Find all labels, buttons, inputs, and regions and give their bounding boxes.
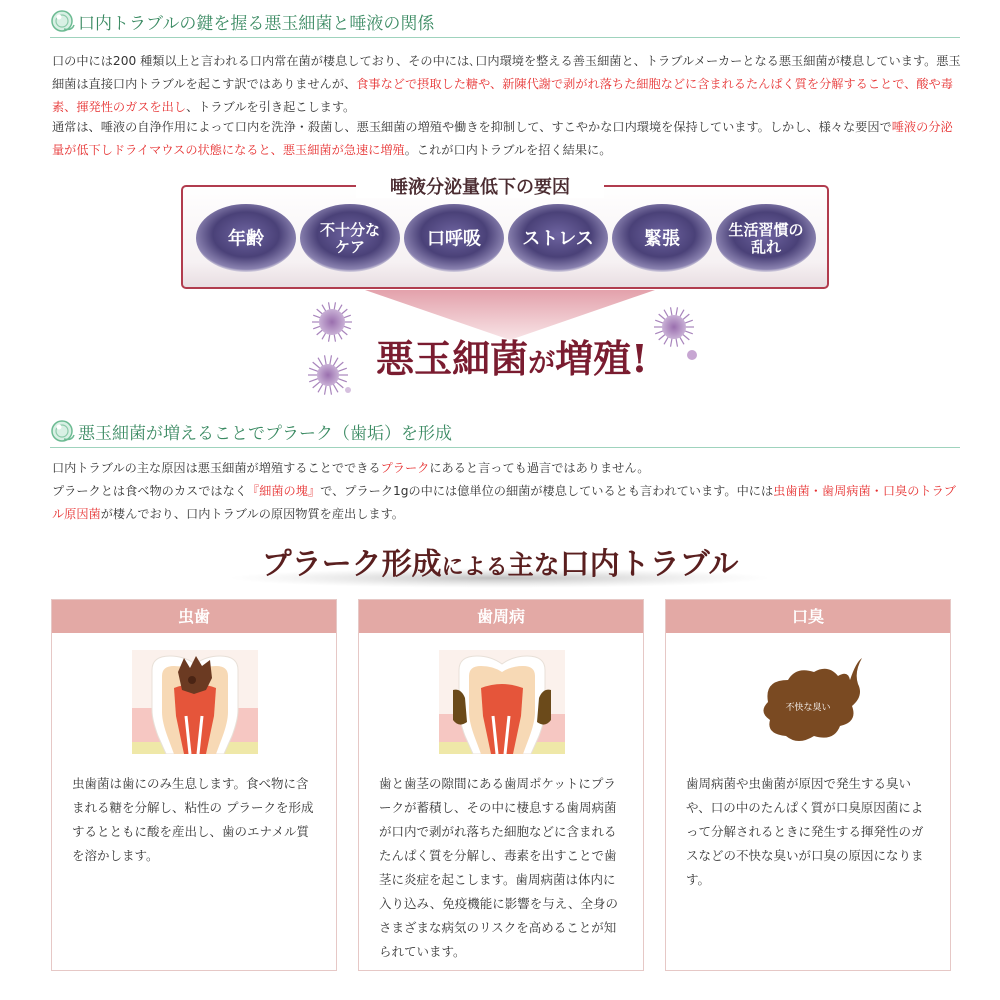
tooth-periodontal-illustration (439, 650, 565, 754)
section2-paragraph-1 (52, 457, 964, 480)
factor-label: 生活習慣の (728, 220, 804, 239)
green-swirl-bubble-icon (50, 419, 76, 443)
paragraph-text: 口の中には200 種類以上と言われる口内常在菌が棲息しており、その中には､口内環境を整える善玉細菌と、トラブルメーカーとなる悪玉細菌が棲息しています。悪玉細菌は直接口内トラブルを起こす訳ではありませんが、 (52, 54, 961, 91)
result-particle: が (528, 348, 556, 379)
factor-bubble (300, 204, 400, 272)
section-heading-plaque (50, 417, 960, 448)
banner-part-1: プラーク形成 (261, 547, 442, 582)
paragraph-text: が棲んでおり、口内トラブルの原因物質を産出します。 (100, 507, 404, 521)
card-title: 口臭 (666, 600, 950, 633)
factor-label: 緊張 (644, 228, 680, 250)
germ-icon (308, 355, 348, 394)
svg-text:口呼吸 (427, 228, 481, 249)
result-end: 増殖! (555, 336, 648, 381)
banner-part-2: による (441, 554, 508, 580)
svg-text:ストレス (522, 228, 593, 249)
banner-part-4: 口内トラブル (559, 547, 739, 582)
result-text (376, 336, 648, 381)
card-bad-breath (665, 599, 951, 971)
paragraph-text: 口内トラブルの主な原因は悪玉細菌が増殖することでできる (52, 461, 381, 475)
highlighted-text: 『細菌の塊』 (247, 484, 321, 498)
section-heading-text: 口内トラブルの鍵を握る悪玉細菌と唾液の関係 (78, 14, 435, 34)
card-text: 歯と歯茎の隙間にある歯周ポケットにプラークが蓄積し、その中に棲息する歯周病菌が口内で剥がれ落ちた細胞などに含まれるたんぱく質を分解し、毒素を出すことで歯茎に炎症を起こします。歯周病菌は体内に入り込み、免疫機能に影響を与え、全身のさまざまな病気のリスクを高めることが知られています。 (379, 776, 619, 959)
factor-label: ケア (334, 237, 366, 256)
section-heading-saliva (50, 7, 960, 38)
highlighted-text: プラーク (380, 461, 430, 475)
factor-label: 乱れ (750, 237, 782, 256)
section1-paragraph-2 (52, 116, 964, 162)
odor-label: 不快な臭い (785, 703, 831, 713)
factor-label: 口呼吸 (427, 228, 481, 250)
germ-icon (312, 302, 352, 341)
svg-text:プラーク形成による主な口内トラブル (262, 547, 739, 582)
card-title: 歯周病 (359, 600, 643, 633)
highlighted-text: 唾液の分泌量が低下しドライマウスの状態になると、悪玉細菌が急速に増殖 (52, 120, 953, 157)
factor-bubble (716, 204, 816, 272)
svg-text:年齢 (228, 227, 264, 249)
card-text: 歯周病菌や虫歯菌が原因で発生する臭いや、口の中のたんぱく質が口臭原因菌によって分解されるときに発生する揮発性のガスなどの不快な臭いが口臭の原因になります。 (686, 776, 924, 887)
germ-icon (654, 307, 694, 346)
highlighted-text: 虫歯菌・歯周病菌・口臭のトラブル原因菌 (52, 484, 956, 521)
green-swirl-bubble-icon (50, 9, 76, 33)
tooth-cavity-illustration (132, 650, 258, 754)
section1-paragraph-1 (52, 50, 964, 119)
saliva-factors-diagram (180, 172, 840, 402)
banner-part-3: 主な (507, 551, 560, 581)
paragraph-text: にあると言っても過言ではありません。 (429, 461, 650, 475)
diagram-title: 唾液分泌量低下の要因 (390, 177, 570, 198)
section-heading-text: 悪玉細菌が増えることでプラーク（歯垢）を形成 (78, 424, 452, 444)
factor-bubble (196, 204, 296, 272)
paragraph-text: 、トラブルを引き起こします。 (186, 100, 356, 114)
odor-cloud-illustration (746, 650, 872, 754)
svg-text:緊張 (644, 227, 680, 249)
highlighted-text: 食事などで摂取した糖や、新陳代謝で剥がれ落ちた細胞などに含まれるたんぱく質を分解することで、酸や毒素、揮発性のガスを出し (52, 77, 953, 114)
germ-dot (345, 387, 351, 393)
card-cavity (51, 599, 337, 971)
factor-bubble (404, 204, 504, 272)
factor-label: 不十分な (319, 220, 381, 239)
paragraph-text: 。これが口内トラブルを招く結果に。 (404, 143, 612, 157)
card-title: 虫歯 (52, 600, 336, 633)
paragraph-text: 通常は、唾液の自浄作用によって口内を洗浄・殺菌し、悪玉細菌の増殖や働きを抑制して、すこやかな口内環境を保持しています。しかし、様々な要因で (52, 120, 892, 134)
germ-dot (687, 350, 697, 360)
factor-label: 年齢 (228, 228, 264, 250)
paragraph-text: プラークとは食べ物のカスではなく (52, 484, 247, 498)
plaque-troubles-banner (220, 538, 780, 592)
card-text: 虫歯菌は歯にのみ生息します。食べ物に含まれる糖を分解し、粘性の プラークを形成するとともに酸を産出し、歯のエナメル質を溶かします。 (72, 776, 314, 863)
factor-label: ストレス (522, 228, 594, 250)
section2-paragraph-2 (52, 480, 964, 526)
factor-bubble (508, 204, 608, 272)
factor-bubble (612, 204, 712, 272)
paragraph-text: で、プラーク1gの中には億単位の細菌が棲息しているとも言われています。中には (320, 484, 774, 498)
result-main: 悪玉細菌 (376, 336, 529, 381)
card-periodontal (358, 599, 644, 971)
